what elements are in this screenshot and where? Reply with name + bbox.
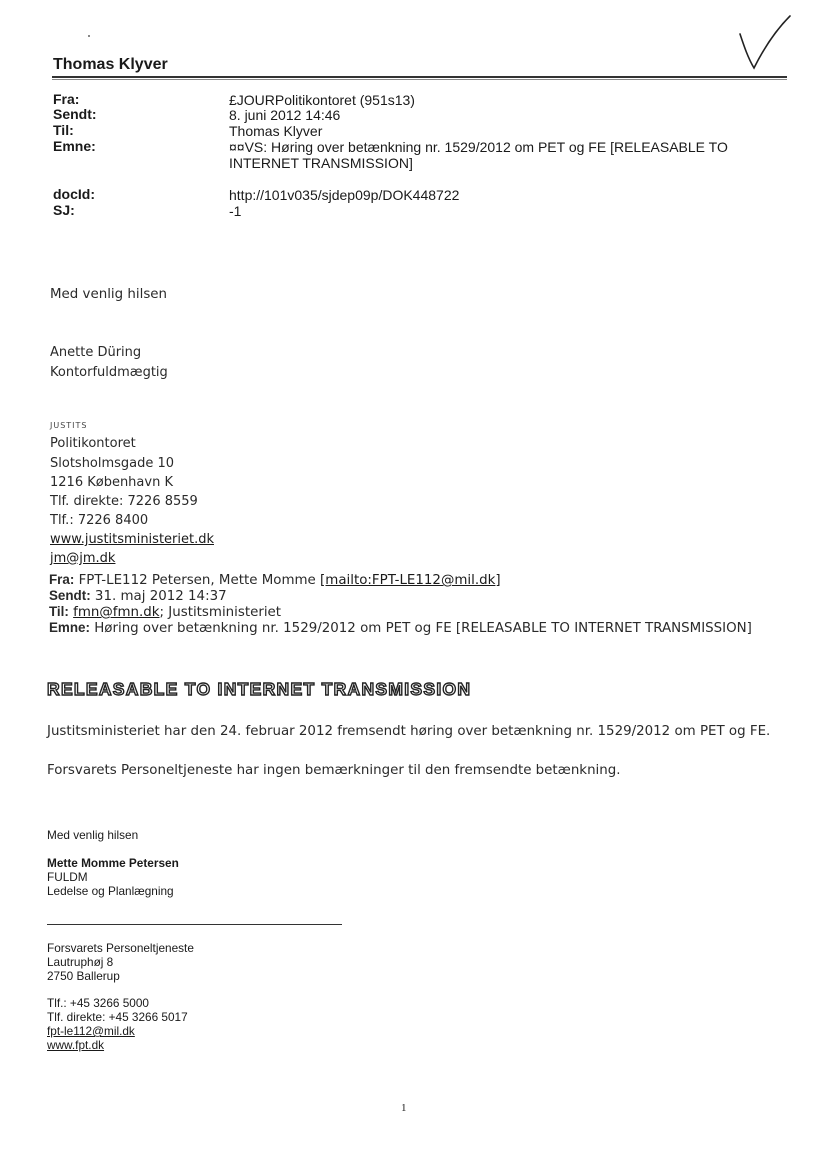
fwd-to-line: [49, 604, 281, 621]
org-city: 2750 Ballerup: [47, 969, 120, 983]
scan-speck: [88, 35, 90, 37]
subject-value: ¤¤VS: Høring over betænkning nr. 1529/2012 om PET og FE [RELEASABLE TO INTERNET TRANSMISSION]: [229, 139, 728, 171]
ministry-web-link[interactable]: www.justitsministeriet.dk: [50, 532, 214, 547]
fwd-to-label: Til:: [49, 604, 69, 619]
header-rule-secondary: [52, 79, 787, 80]
fwd-subject-label: Emne:: [49, 620, 90, 635]
to-label: Til:: [53, 122, 74, 138]
fwd-mailto-link[interactable]: [mailto:FPT-LE112@mil.dk]: [320, 573, 501, 588]
ministry-logo: JUSTITS: [50, 421, 88, 430]
header-rule: [52, 76, 787, 78]
fwd-subject-line: [49, 620, 752, 637]
body-paragraph-1: Justitsministeriet har den 24. februar 2012 fremsendt høring over betænkning nr. 1529/2012 om PET og FE.: [47, 724, 771, 739]
sender-title-1: Kontorfuldmægtig: [50, 365, 168, 380]
subject-label: Emne:: [53, 138, 96, 154]
sender-name-2: Mette Momme Petersen: [47, 856, 179, 870]
fwd-to-rest: ; Justitsministeriet: [159, 605, 282, 620]
org-phone: Tlf.: +45 3266 5000: [47, 996, 149, 1010]
sj-value: -1: [229, 203, 242, 219]
org-web-link[interactable]: www.fpt.dk: [47, 1038, 105, 1052]
office-phone: Tlf.: 7226 8400: [50, 513, 149, 528]
sent-label: Sendt:: [53, 106, 97, 122]
org-phone-direct: Tlf. direkte: +45 3266 5017: [47, 1010, 188, 1024]
handwritten-check-icon: [736, 12, 796, 72]
fwd-sent-label: Sendt:: [49, 588, 91, 603]
sender-dept-2: Ledelse og Planlægning: [47, 884, 174, 898]
mailbox-owner: Thomas Klyver: [53, 56, 168, 73]
ministry-email-link[interactable]: jm@jm.dk: [50, 551, 116, 566]
fwd-from-label: Fra:: [49, 572, 75, 587]
to-value: Thomas Klyver: [229, 123, 323, 139]
page-number: 1: [401, 1102, 407, 1114]
signature-divider: [47, 924, 342, 925]
docid-label: docId:: [53, 186, 95, 202]
fwd-from-value: FPT-LE112 Petersen, Mette Momme: [78, 573, 316, 588]
office-phone-direct: Tlf. direkte: 7226 8559: [50, 494, 198, 509]
fwd-subject-value: Høring over betænkning nr. 1529/2012 om PET og FE [RELEASABLE TO INTERNET TRANSMISSION]: [94, 621, 752, 636]
sender-name-1: Anette Düring: [50, 345, 142, 360]
sender-title-2: FULDM: [47, 870, 88, 884]
sent-value: 8. juni 2012 14:46: [229, 107, 341, 123]
org-email-link[interactable]: fpt-le112@mil.dk: [47, 1024, 135, 1038]
fwd-to-email-link[interactable]: fmn@fmn.dk: [73, 605, 160, 620]
org-name: Forsvarets Personeltjeneste: [47, 941, 194, 955]
greeting-1: Med venlig hilsen: [50, 287, 168, 302]
fwd-sent-line: [49, 588, 227, 605]
office-street: Slotsholmsgade 10: [50, 456, 175, 471]
from-label: Fra:: [53, 91, 80, 107]
fwd-sent-value: 31. maj 2012 14:37: [94, 589, 227, 604]
fwd-from-line: [49, 572, 501, 589]
body-paragraph-2: Forsvarets Personeltjeneste har ingen bemærkninger til den fremsendte betænkning.: [47, 763, 621, 778]
office-name: Politikontoret: [50, 436, 136, 451]
office-city: 1216 København K: [50, 475, 173, 490]
sj-label: SJ:: [53, 202, 75, 218]
releasable-banner: RELEASABLE TO INTERNET TRANSMISSION: [47, 679, 472, 699]
org-street: Lautruphøj 8: [47, 955, 114, 969]
docid-value: http://101v035/sjdep09p/DOK448722: [229, 187, 460, 203]
greeting-2: Med venlig hilsen: [47, 828, 139, 842]
from-value: £JOURPolitikontoret (951s13): [229, 92, 415, 108]
